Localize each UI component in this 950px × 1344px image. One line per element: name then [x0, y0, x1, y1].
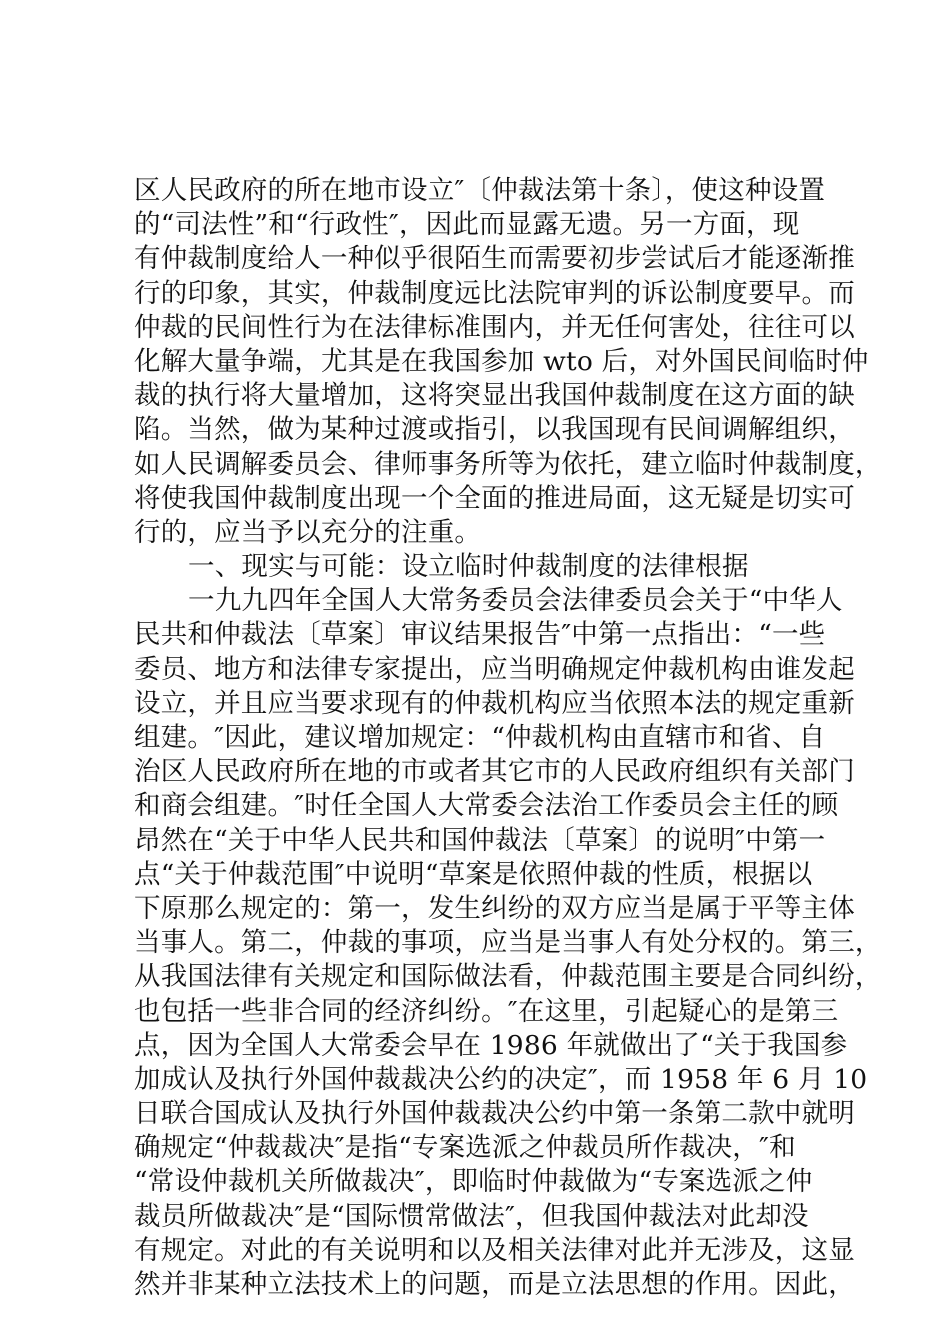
text-line: 的“司法性”和“行政性″，因此而显露无遗。另一方面，现	[134, 209, 800, 241]
text-line: 点“关于仲裁范围″中说明“草案是依照仲裁的性质，根据以	[134, 858, 813, 890]
text-line: 行的，应当予以充分的注重。	[134, 516, 482, 548]
text-line: 裁员所做裁决″是“国际惯常做法″，但我国仲裁法对此却没	[134, 1200, 809, 1232]
text-line: 化解大量争端，尤其是在我国参加 wto 后，对外国民间临时仲	[134, 345, 869, 377]
text-line: 确规定“仲裁裁决″是指“专案选派之仲裁员所作裁决，″和	[134, 1132, 796, 1164]
text-line: 下原那么规定的：第一，发生纠纷的双方应当是属于平等主体	[134, 892, 855, 924]
text-line: 有规定。对此的有关说明和以及相关法律对此并无涉及，这显	[134, 1234, 855, 1266]
paragraph-first-line: 一、现实与可能：设立临时仲裁制度的法律根据	[188, 551, 749, 583]
text-line: 然并非某种立法技术上的问题，而是立法思想的作用。因此，	[134, 1269, 855, 1300]
text-line: 行的印象，其实，仲裁制度远比法院审判的诉讼制度要早。而	[134, 277, 855, 309]
text-line: 委员、地方和法律专家提出，应当明确规定仲裁机构由谁发起	[134, 653, 855, 685]
text-line: 和商会组建。″时任全国人大常委会法治工作委员会主任的顾	[134, 790, 839, 822]
text-line: 点，因为全国人大常委会早在 1986 年就做出了“关于我国参	[134, 1029, 848, 1061]
text-line: 设立，并且应当要求现有的仲裁机构应当依照本法的规定重新	[134, 687, 855, 719]
text-line: “常设仲裁机关所做裁决″，即临时仲裁做为“专案选派之仲	[134, 1166, 813, 1198]
text-line: 民共和仲裁法〔草案〕审议结果报告″中第一点指出：“一些	[134, 619, 826, 651]
text-line: 区人民政府的所在地市设立″〔仲裁法第十条〕，使这种设置	[134, 175, 826, 206]
text-line: 昂然在“关于中华人民共和国仲裁法〔草案〕的说明″中第一	[134, 824, 826, 856]
text-line: 将使我国仲裁制度出现一个全面的推进局面，这无疑是切实可	[134, 482, 855, 514]
text-line: 日联合国成认及执行外国仲裁裁决公约中第一条第二款中就明	[134, 1098, 855, 1130]
text-line: 如人民调解委员会、律师事务所等为依托，建立临时仲裁制度，	[134, 448, 882, 480]
text-line: 裁的执行将大量增加，这将突显出我国仲裁制度在这方面的缺	[134, 380, 855, 412]
document-body-text	[134, 174, 882, 1302]
text-line: 治区人民政府所在地的市或者其它市的人民政府组织有关部门	[134, 756, 855, 788]
text-line: 当事人。第二，仲裁的事项，应当是当事人有处分权的。第三，	[134, 927, 882, 959]
text-line: 组建。″因此，建议增加规定：“仲裁机构由直辖市和省、自	[134, 722, 826, 753]
text-line: 也包括一些非合同的经济纠纷。″在这里，引起疑心的是第三	[134, 995, 839, 1027]
text-line: 有仲裁制度给人一种似乎很陌生而需要初步尝试后才能逐渐推	[134, 243, 855, 275]
text-line: 加成认及执行外国仲裁裁决公约的决定″，而 1958 年 6 月 10	[134, 1063, 868, 1095]
paragraph-first-line: 一九九四年全国人大常务委员会法律委员会关于“中华人	[188, 585, 843, 617]
text-line: 陷。当然，做为某种过渡或指引，以我国现有民间调解组织，	[134, 414, 855, 446]
text-line: 仲裁的民间性行为在法律标准围内，并无任何害处，往往可以	[134, 311, 855, 343]
text-line: 从我国法律有关规定和国际做法看，仲裁范围主要是合同纠纷，	[134, 961, 882, 993]
